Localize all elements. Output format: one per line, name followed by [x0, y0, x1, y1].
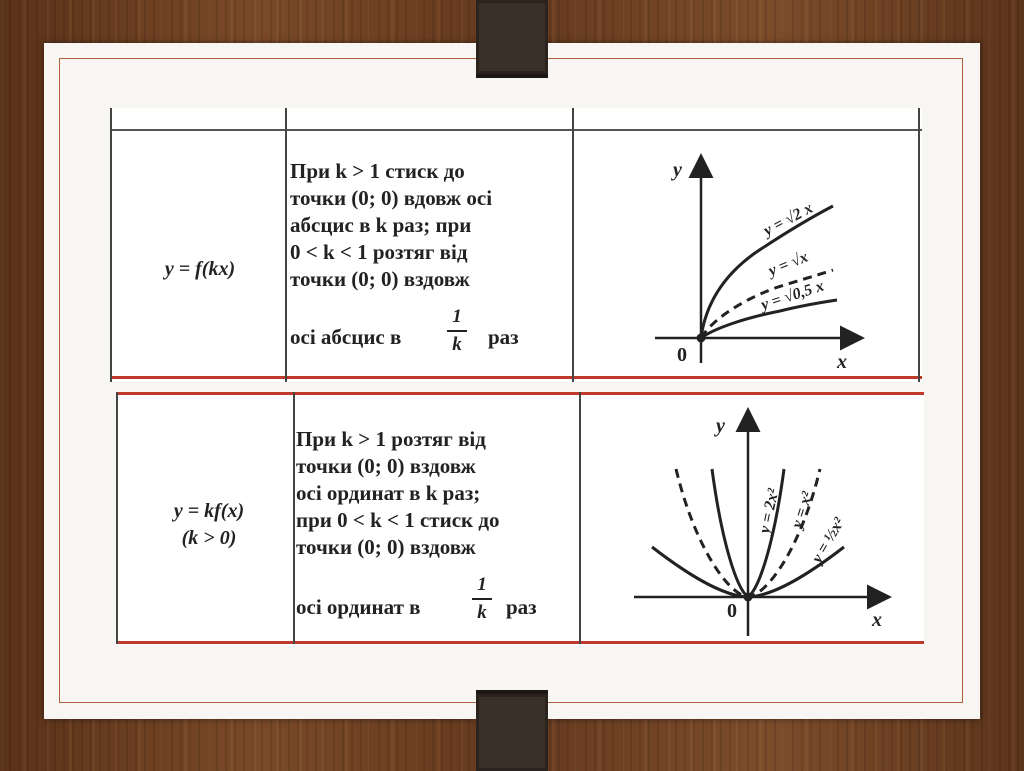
- row-bottom-rule: [110, 376, 922, 379]
- curve-label: y = √x: [766, 248, 811, 280]
- curve-label: y = 2x²: [756, 487, 783, 535]
- column-divider: [110, 108, 112, 382]
- description-line: раз: [488, 325, 519, 349]
- y-axis-label: y: [673, 159, 682, 181]
- fraction-denominator: k: [477, 602, 487, 623]
- x-axis-label: x: [872, 609, 882, 631]
- bottom-binder-clip: [476, 690, 548, 771]
- curve-label: y = √0,5 x: [758, 277, 827, 314]
- column-divider: [918, 108, 920, 382]
- description-line: точки (0; 0) вздовж: [296, 454, 476, 478]
- row-top-rule: [116, 392, 924, 395]
- formula-condition: (k > 0): [181, 527, 237, 549]
- column-divider: [579, 392, 581, 644]
- description-line: осі ординат в k раз;: [296, 481, 481, 505]
- curve-label: y = √2 x: [760, 199, 816, 240]
- y-axis-label: y: [716, 415, 725, 437]
- sqrt-graph: [575, 148, 915, 374]
- description-line: точки (0; 0) вздовж: [290, 267, 470, 291]
- fraction: [447, 306, 467, 356]
- row-divider: [110, 129, 922, 131]
- row-bottom-rule: [116, 641, 924, 644]
- formula-cell: y = f(kx): [164, 258, 236, 280]
- description-line: при 0 < k < 1 стиск до: [296, 508, 500, 532]
- table-row-2: [116, 392, 924, 646]
- description-line: точки (0; 0) вздовж: [296, 535, 476, 559]
- description-line: раз: [506, 595, 537, 619]
- description-line: абсцис в k раз; при: [290, 213, 472, 237]
- description-line: осі абсцис в: [290, 325, 402, 349]
- curve-label: y = x²: [788, 489, 817, 531]
- parabola-graph: [582, 404, 922, 640]
- fraction-numerator: 1: [452, 306, 462, 327]
- description-line: осі ординат в: [296, 595, 421, 619]
- column-divider: [116, 392, 118, 644]
- fraction-denominator: k: [452, 334, 462, 355]
- description-line: При k > 1 розтяг від: [296, 427, 486, 451]
- column-divider: [285, 108, 287, 382]
- curve-label: y = ½x²: [808, 515, 848, 566]
- description-line: 0 < k < 1 розтяг від: [290, 240, 468, 264]
- formula-cell: y = kf(x): [173, 500, 245, 522]
- table-row-1: [110, 108, 922, 382]
- description-line: точки (0; 0) вдовж осі: [290, 186, 493, 210]
- description-line: При k > 1 стиск до: [290, 159, 465, 183]
- x-axis-label: x: [837, 351, 847, 373]
- origin-label: 0: [677, 344, 687, 366]
- column-divider: [572, 108, 574, 382]
- column-divider: [293, 392, 295, 644]
- fraction-numerator: 1: [477, 574, 487, 595]
- top-binder-clip: [476, 0, 548, 78]
- fraction: [472, 574, 492, 624]
- origin-label: 0: [727, 600, 737, 622]
